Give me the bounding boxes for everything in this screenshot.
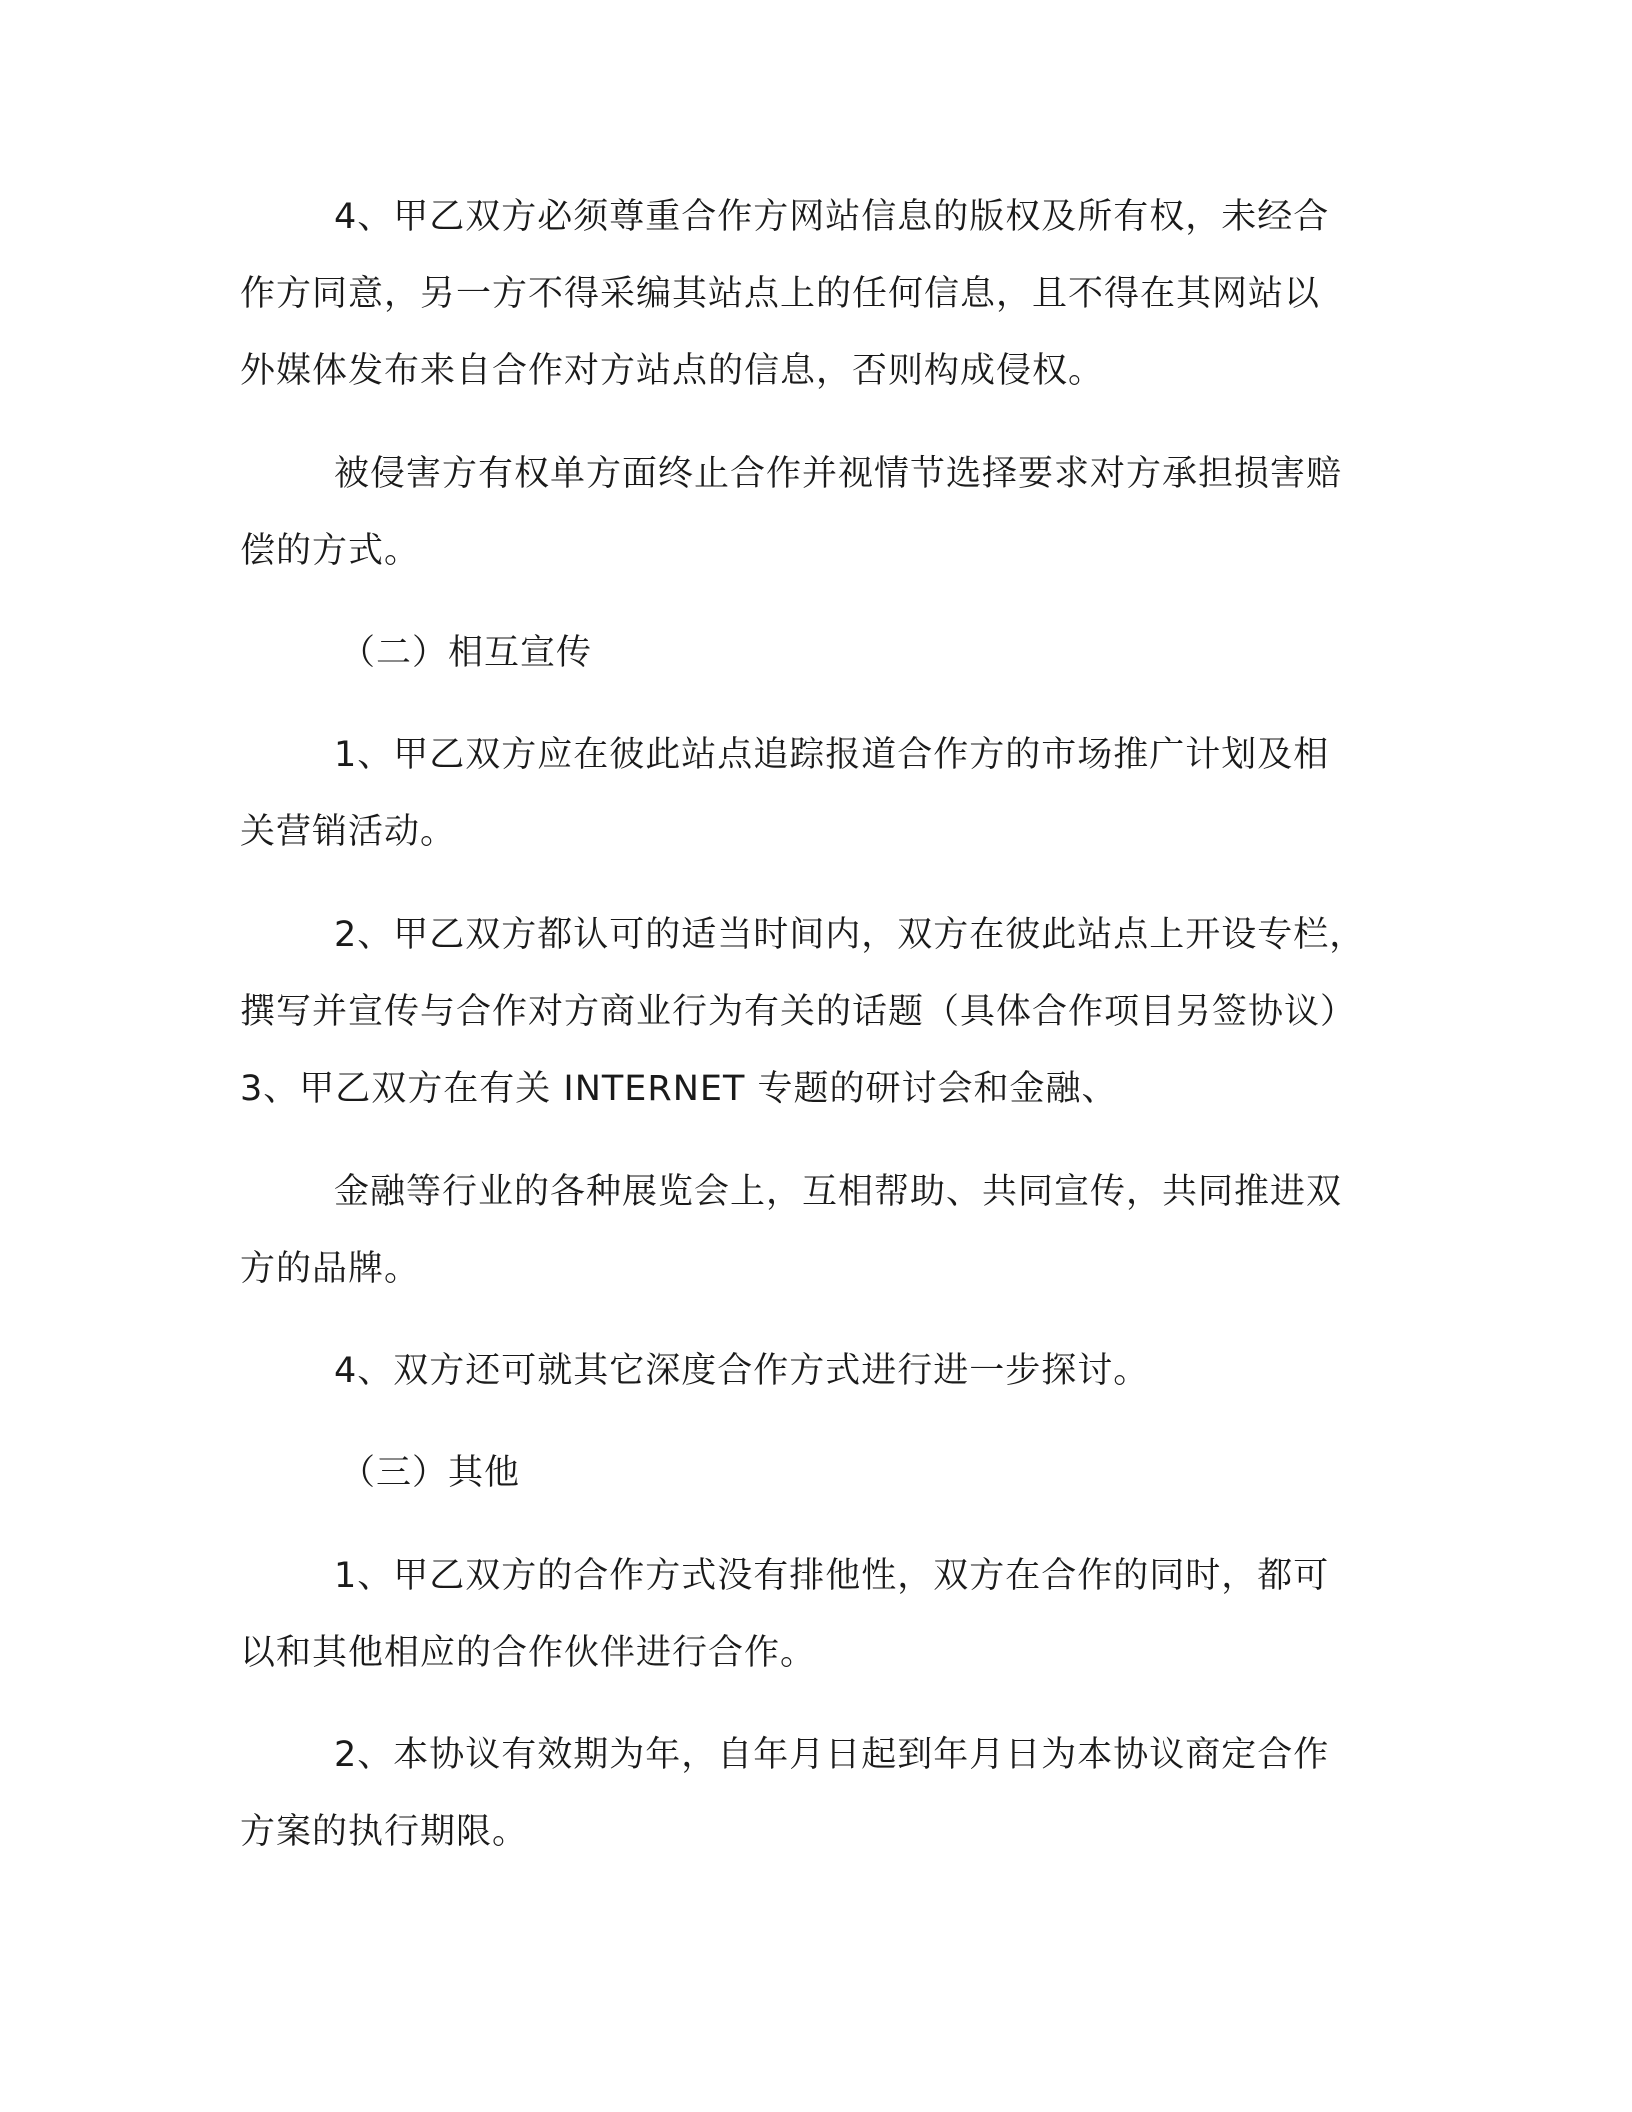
paragraph-line: 外媒体发布来自合作对方站点的信息，否则构成侵权。 — [240, 351, 1105, 391]
paragraph-line: 以和其他相应的合作伙伴进行合作。 — [240, 1633, 817, 1673]
paragraph-line: 偿的方式。 — [240, 531, 421, 571]
paragraph-line: 1、甲乙双方的合作方式没有排他性，双方在合作的同时，都可 — [334, 1556, 1330, 1596]
paragraph-line: 关营销活动。 — [240, 812, 457, 852]
paragraph-line: 4、双方还可就其它深度合作方式进行进一步探讨。 — [334, 1351, 1150, 1391]
section-heading: （二）相互宣传 — [340, 633, 593, 673]
paragraph-line: 方的品牌。 — [240, 1249, 421, 1289]
paragraph-line: 作方同意，另一方不得采编其站点上的任何信息，且不得在其网站以 — [240, 274, 1321, 314]
section-heading: （三）其他 — [340, 1453, 521, 1493]
paragraph-line: 被侵害方有权单方面终止合作并视情节选择要求对方承担损害赔 — [334, 454, 1343, 494]
paragraph-line: 2、甲乙双方都认可的适当时间内，双方在彼此站点上开设专栏， — [334, 915, 1366, 955]
paragraph-line: 金融等行业的各种展览会上，互相帮助、共同宣传，共同推进双 — [334, 1172, 1343, 1212]
paragraph-line: 1、甲乙双方应在彼此站点追踪报道合作方的市场推广计划及相 — [334, 735, 1330, 775]
paragraph-line: 4、甲乙双方必须尊重合作方网站信息的版权及所有权，未经合 — [334, 197, 1330, 237]
paragraph-line: 方案的执行期限。 — [240, 1812, 529, 1852]
paragraph-line: 3、甲乙双方在有关 INTERNET 专题的研讨会和金融、 — [240, 1069, 1118, 1109]
paragraph-line: 2、本协议有效期为年，自年月日起到年月日为本协议商定合作 — [334, 1735, 1330, 1775]
paragraph-line: 撰写并宣传与合作对方商业行为有关的话题（具体合作项目另签协议） — [240, 992, 1357, 1032]
